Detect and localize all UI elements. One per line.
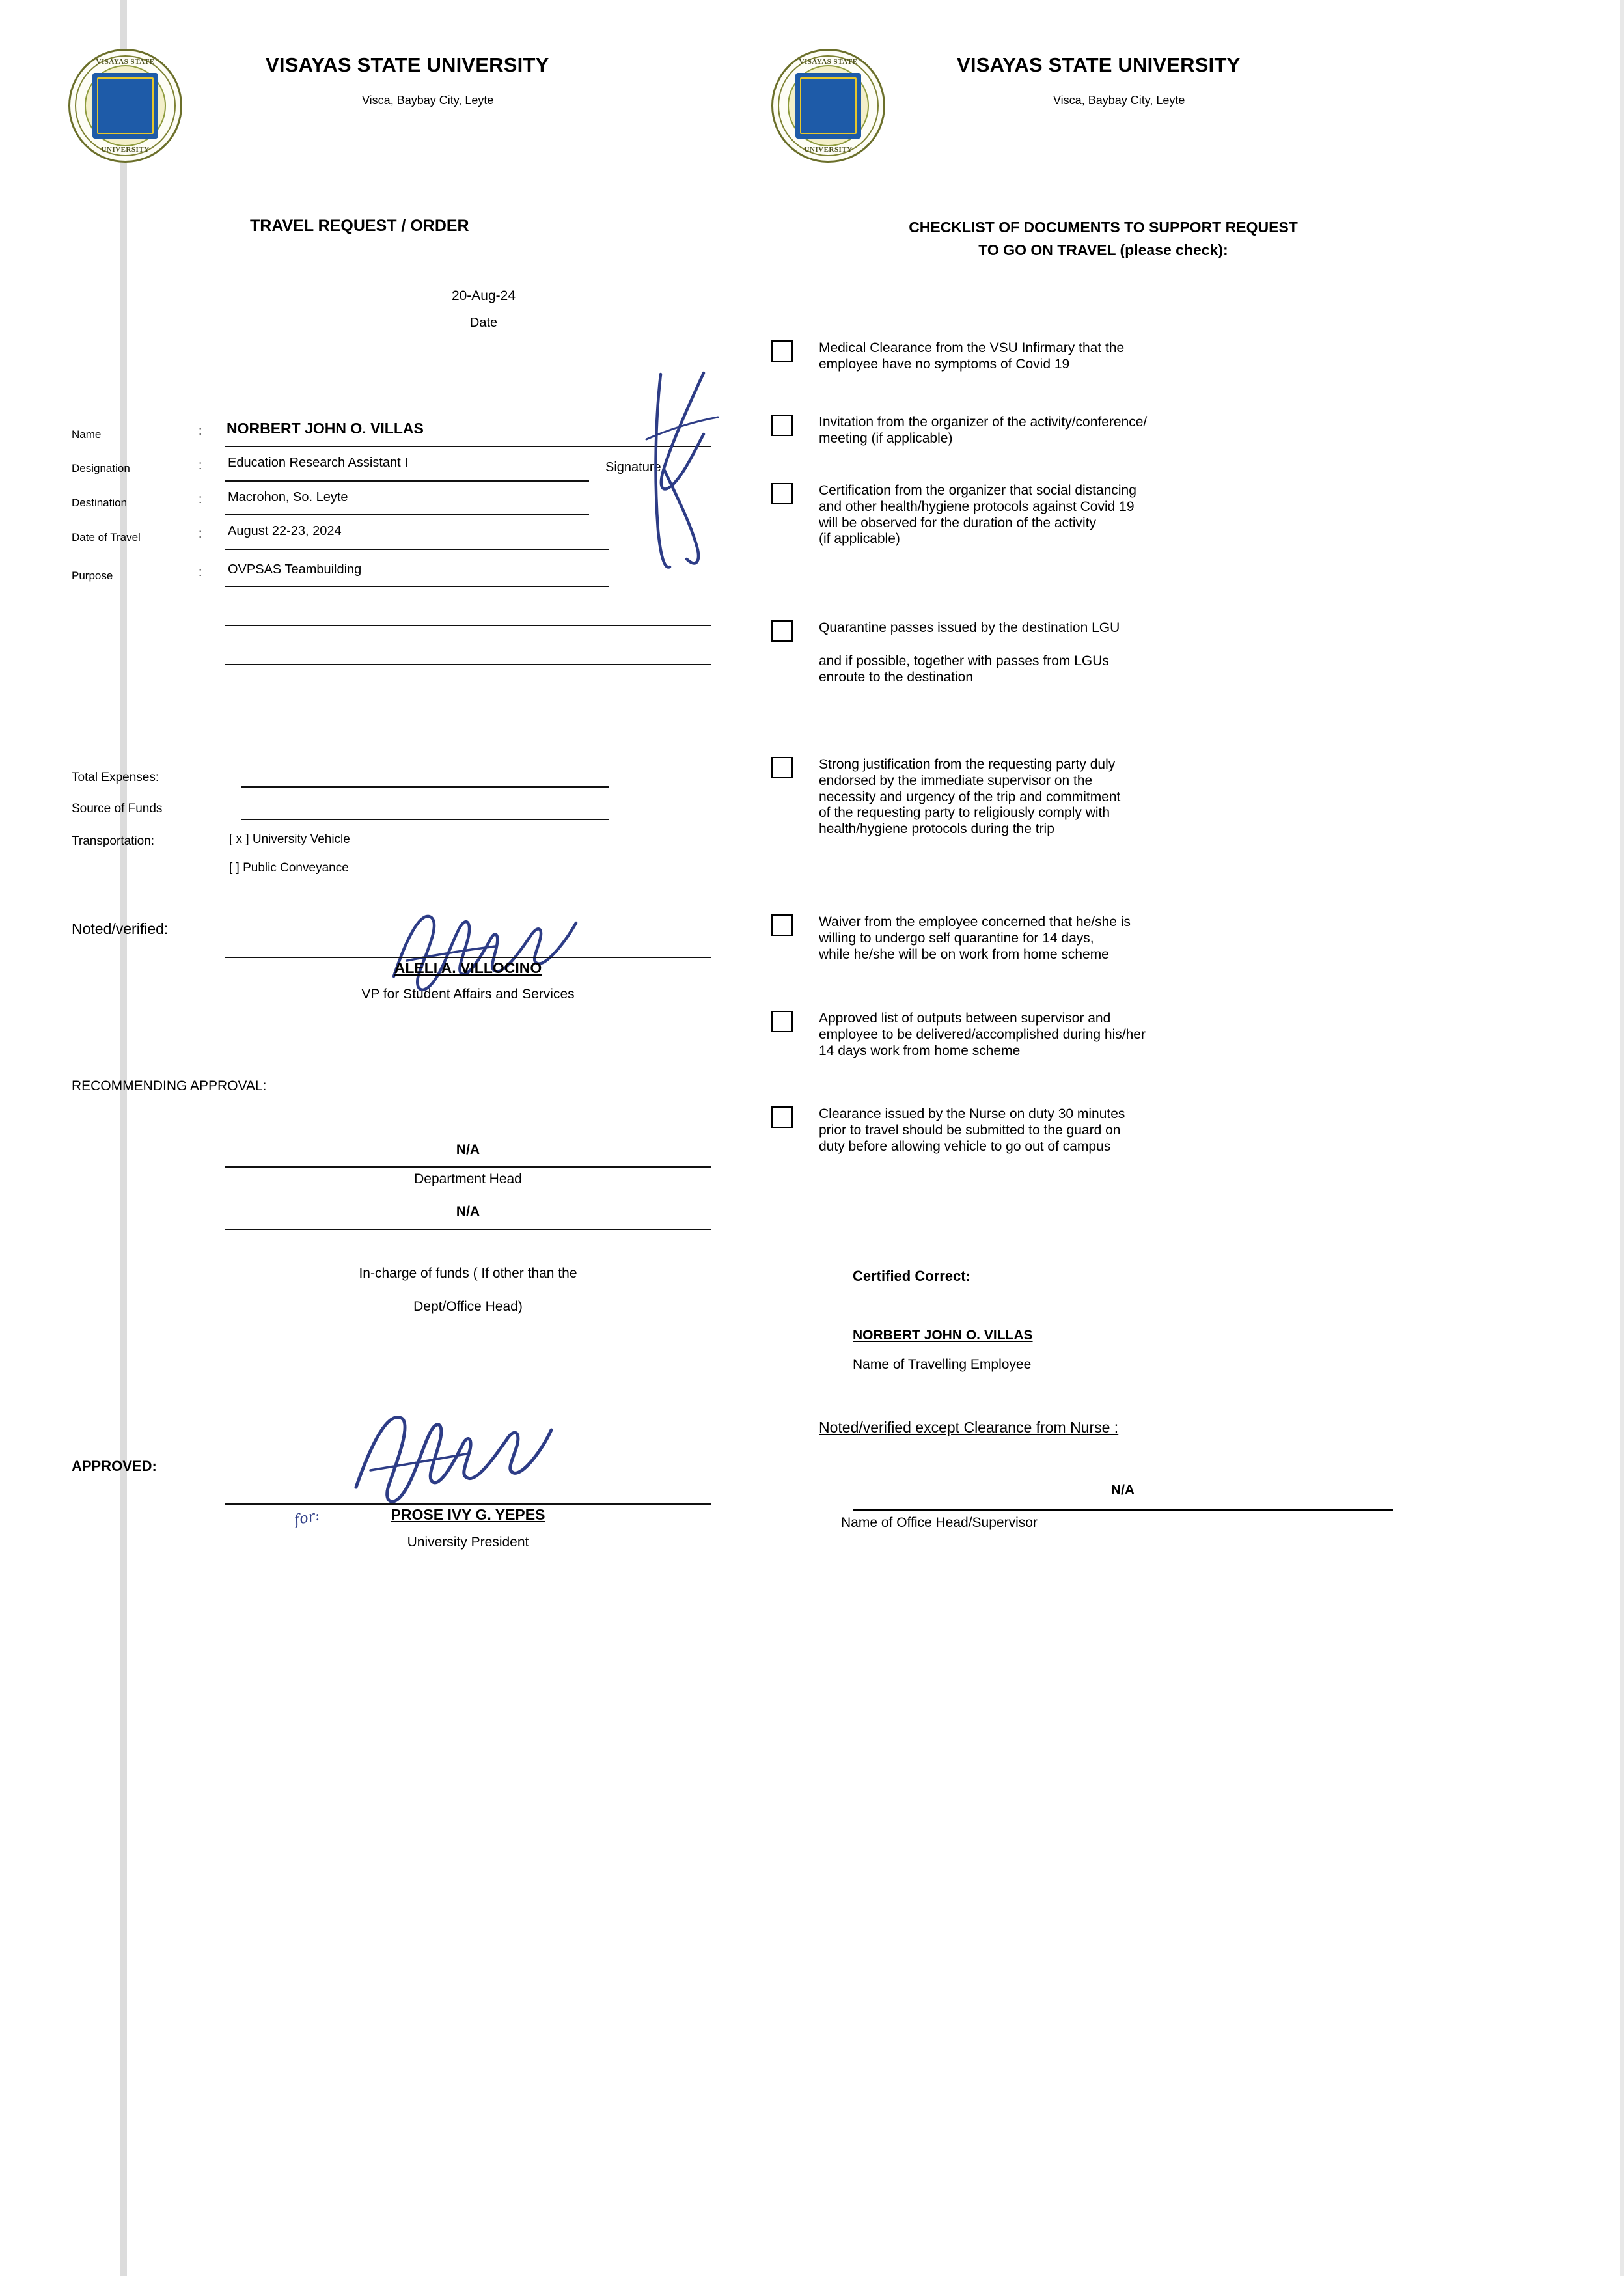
checklist-title bbox=[755, 216, 1452, 261]
checklist-item-quarantine-passes bbox=[819, 620, 1120, 685]
field-rule-name bbox=[225, 446, 711, 447]
transportation-option-university-vehicle[interactable]: [ x ] University Vehicle bbox=[229, 832, 350, 846]
checklist-line: Approved list of outputs between supervisor and bbox=[819, 1011, 1111, 1026]
field-value-designation: Education Research Assistant I bbox=[228, 456, 408, 470]
approved-name: PROSE IVY G. YEPES bbox=[391, 1506, 545, 1523]
checklist-item-invitation bbox=[819, 415, 1147, 447]
checkbox-nurse-clearance[interactable] bbox=[771, 1106, 793, 1128]
transportation-label: Transportation: bbox=[72, 834, 155, 848]
seal-bottom-text-left: UNIVERSITY bbox=[101, 146, 150, 154]
seal-top-text-left: VISAYAS STATE bbox=[96, 58, 155, 66]
noted-verified-position: VP for Student Affairs and Services bbox=[361, 987, 575, 1002]
department-head-value: N/A bbox=[456, 1142, 480, 1157]
field-rule-blank-1 bbox=[225, 625, 711, 626]
department-head-caption: Department Head bbox=[414, 1172, 522, 1186]
checklist-line: meeting (if applicable) bbox=[819, 430, 953, 446]
signature-prose-ivy-yepes bbox=[342, 1403, 557, 1507]
field-rule-blank-2 bbox=[225, 664, 711, 665]
field-value-date-of-travel: August 22-23, 2024 bbox=[228, 524, 342, 538]
field-colon-destination: : bbox=[199, 493, 202, 506]
university-title-left: VISAYAS STATE UNIVERSITY bbox=[266, 53, 549, 76]
travel-date-value: 20-Aug-24 bbox=[451, 288, 516, 303]
checklist-line: necessity and urgency of the trip and commitment bbox=[819, 789, 1121, 804]
field-rule-designation bbox=[225, 480, 589, 482]
incharge-funds-caption-line1: In-charge of funds ( If other than the bbox=[359, 1266, 577, 1281]
checklist-line: and other health/hygiene protocols against Covid 19 bbox=[819, 499, 1135, 514]
checklist-line: Waiver from the employee concerned that he/she is bbox=[819, 914, 1131, 929]
field-label-name: Name bbox=[72, 428, 102, 441]
incharge-funds-caption-line2: Dept/Office Head) bbox=[413, 1299, 523, 1314]
checklist-item-medical-clearance bbox=[819, 340, 1124, 373]
field-colon-date-of-travel: : bbox=[199, 527, 202, 541]
total-expenses-rule bbox=[241, 786, 609, 788]
checklist-line bbox=[819, 637, 1120, 653]
checkbox-quarantine-passes[interactable] bbox=[771, 620, 793, 642]
field-label-designation: Designation bbox=[72, 462, 130, 474]
certified-correct-caption: Name of Travelling Employee bbox=[853, 1357, 1032, 1372]
field-rule-date-of-travel bbox=[225, 549, 609, 550]
checklist-line: while he/she will be on work from home scheme bbox=[819, 946, 1109, 962]
checklist-line: Quarantine passes issued by the destination LGU bbox=[819, 620, 1120, 635]
checklist-line: Certification from the organizer that social distancing bbox=[819, 483, 1136, 498]
checklist-line: of the requesting party to religiously comply with bbox=[819, 805, 1110, 821]
transportation-option-public-conveyance[interactable]: [ ] Public Conveyance bbox=[229, 861, 349, 875]
office-head-rule bbox=[853, 1509, 1393, 1511]
approved-position: University President bbox=[407, 1535, 529, 1550]
travel-date-caption: Date bbox=[469, 316, 498, 330]
field-colon-purpose: : bbox=[199, 566, 202, 579]
checklist-line: employee have no symptoms of Covid 19 bbox=[819, 356, 1070, 372]
checklist-item-nurse-clearance bbox=[819, 1106, 1125, 1155]
field-colon-name: : bbox=[199, 424, 202, 438]
office-head-value: N/A bbox=[1110, 1483, 1135, 1498]
office-head-caption: Name of Office Head/Supervisor bbox=[841, 1515, 1038, 1530]
checklist-line: enroute to the destination bbox=[819, 669, 974, 685]
field-colon-designation: : bbox=[199, 459, 202, 473]
checkbox-certification[interactable] bbox=[771, 483, 793, 504]
checkbox-waiver[interactable] bbox=[771, 914, 793, 936]
field-value-destination: Macrohon, So. Leyte bbox=[228, 490, 348, 504]
seal-top-text-right: VISAYAS STATE bbox=[799, 58, 858, 66]
checklist-item-approved-outputs bbox=[819, 1011, 1146, 1059]
incharge-funds-rule bbox=[225, 1229, 711, 1230]
checklist-item-strong-justification bbox=[819, 757, 1120, 838]
checklist-title-line1: CHECKLIST OF DOCUMENTS TO SUPPORT REQUEST bbox=[909, 219, 1298, 236]
checklist-line: Strong justification from the requesting party duly bbox=[819, 757, 1116, 772]
checklist-line: and if possible, together with passes from LGUs bbox=[819, 653, 1109, 668]
university-address-left: Visca, Baybay City, Leyte bbox=[362, 94, 494, 107]
checklist-line: Clearance issued by the Nurse on duty 30 minutes bbox=[819, 1106, 1125, 1121]
field-value-purpose: OVPSAS Teambuilding bbox=[228, 562, 362, 577]
checkbox-approved-outputs[interactable] bbox=[771, 1011, 793, 1032]
checklist-line: Medical Clearance from the VSU Infirmary that the bbox=[819, 340, 1125, 355]
checkbox-strong-justification[interactable] bbox=[771, 757, 793, 778]
source-of-funds-label: Source of Funds bbox=[72, 802, 163, 816]
noted-verified-rule bbox=[225, 957, 711, 958]
field-label-date-of-travel: Date of Travel bbox=[72, 531, 141, 543]
certified-correct-label: Certified Correct: bbox=[853, 1268, 970, 1284]
checklist-title-line2: TO GO ON TRAVEL (please check): bbox=[978, 241, 1228, 258]
checklist-line: duty before allowing vehicle to go out of campus bbox=[819, 1138, 1111, 1154]
checklist-line: health/hygiene protocols during the trip bbox=[819, 821, 1054, 837]
approved-label: APPROVED: bbox=[72, 1458, 157, 1474]
approved-rule bbox=[225, 1503, 711, 1505]
field-value-name: NORBERT JOHN O. VILLAS bbox=[227, 420, 424, 437]
total-expenses-label: Total Expenses: bbox=[72, 771, 159, 784]
noted-verified-name: ALELI A. VILLOCINO bbox=[394, 959, 542, 976]
field-rule-purpose bbox=[225, 586, 609, 587]
checklist-line: will be observed for the duration of the activity bbox=[819, 515, 1097, 530]
university-seal-right bbox=[771, 49, 885, 163]
checklist-line: employee to be delivered/accomplished during his/her bbox=[819, 1026, 1146, 1042]
checklist-line: willing to undergo self quarantine for 14 days, bbox=[819, 930, 1094, 946]
signature-caption: Signature bbox=[605, 460, 661, 474]
certified-correct-name: NORBERT JOHN O. VILLAS bbox=[853, 1328, 1033, 1343]
field-label-purpose: Purpose bbox=[72, 569, 113, 582]
university-address-right: Visca, Baybay City, Leyte bbox=[1053, 94, 1185, 107]
checklist-line: endorsed by the immediate supervisor on the bbox=[819, 773, 1093, 788]
scan-edge-right bbox=[1620, 0, 1624, 2276]
noted-except-nurse-label: Noted/verified except Clearance from Nurse : bbox=[819, 1419, 1119, 1436]
field-label-destination: Destination bbox=[72, 497, 128, 509]
checklist-line: 14 days work from home scheme bbox=[819, 1043, 1021, 1058]
checklist-line: Invitation from the organizer of the activity/conference/ bbox=[819, 415, 1148, 430]
scan-edge-left bbox=[120, 0, 127, 2276]
department-head-rule bbox=[225, 1166, 711, 1168]
checklist-line: (if applicable) bbox=[819, 531, 900, 547]
recommending-approval-label: RECOMMENDING APPROVAL: bbox=[72, 1078, 267, 1093]
checklist-item-waiver bbox=[819, 914, 1131, 963]
university-title-right: VISAYAS STATE UNIVERSITY bbox=[957, 53, 1241, 76]
checkbox-invitation[interactable] bbox=[771, 415, 793, 436]
incharge-funds-value: N/A bbox=[456, 1204, 480, 1219]
noted-verified-label: Noted/verified: bbox=[72, 920, 169, 937]
checkbox-medical-clearance[interactable] bbox=[771, 340, 793, 362]
university-seal-left bbox=[68, 49, 182, 163]
seal-bottom-text-right: UNIVERSITY bbox=[804, 146, 853, 154]
checklist-line: prior to travel should be submitted to the guard on bbox=[819, 1122, 1121, 1138]
source-of-funds-rule bbox=[241, 819, 609, 820]
checklist-item-certification bbox=[819, 483, 1136, 547]
travel-request-title: TRAVEL REQUEST / ORDER bbox=[250, 217, 469, 235]
signature-for-annotation: for: bbox=[292, 1507, 322, 1529]
field-rule-destination bbox=[225, 514, 589, 515]
